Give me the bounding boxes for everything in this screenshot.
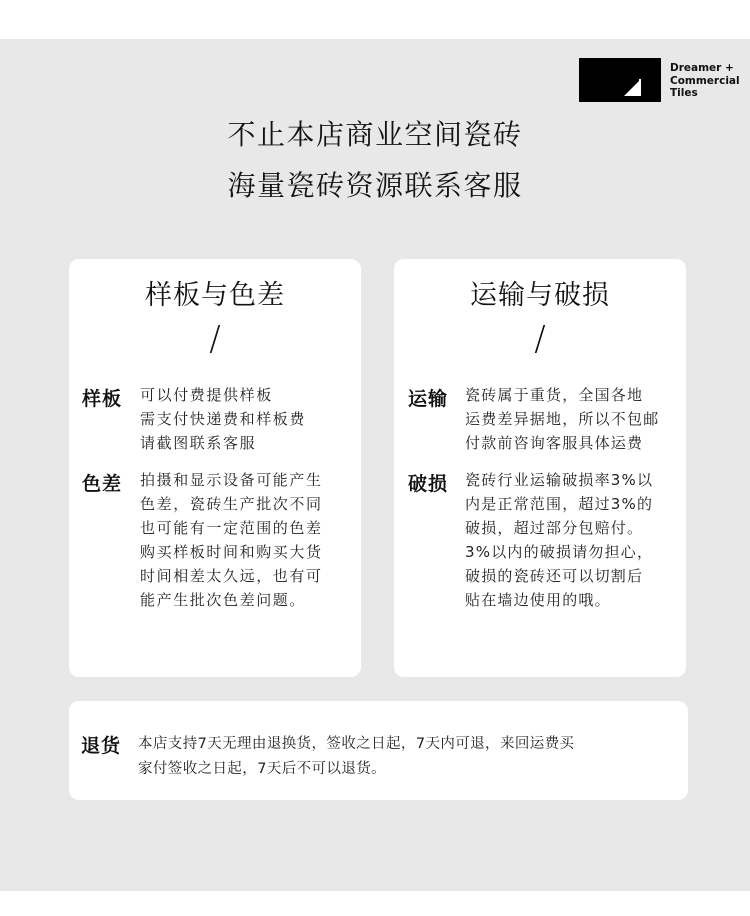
sample-text	[140, 383, 306, 455]
headline-line-1: 不止本店商业空间瓷砖	[227, 118, 523, 151]
return-line: 家付签收之日起，7天后不可以退货。	[138, 761, 387, 777]
sample-label: 样板	[82, 388, 123, 410]
return-text	[138, 732, 574, 782]
card-title: 样板与色差	[145, 280, 285, 311]
color-diff-line: 时间相差太久远，也有可	[140, 567, 323, 585]
shipping-text	[465, 383, 659, 455]
shipping-line: 付款前咨询客服具体运费	[465, 434, 644, 452]
card-divider: /	[534, 319, 546, 359]
card-title: 运输与破损	[470, 280, 610, 311]
card-divider: /	[209, 319, 221, 359]
damage-label: 破损	[408, 473, 449, 495]
damage-line: 破损的瓷砖还可以切割后	[465, 567, 644, 585]
color-diff-line: 也可能有一定范围的色差	[140, 519, 323, 537]
return-line: 本店支持7天无理由退换货，签收之日起，7天内可退，来回运费买	[138, 736, 575, 752]
damage-line: 贴在墙边使用的哦。	[465, 591, 611, 609]
brand-line-1: Dreamer +	[670, 62, 734, 74]
headline-line-2: 海量瓷砖资源联系客服	[227, 169, 523, 202]
shipping-line: 瓷砖属于重货，全国各地	[465, 386, 644, 404]
shipping-label: 运输	[408, 388, 449, 410]
brand-logo	[579, 58, 661, 102]
sample-color-card	[69, 259, 361, 677]
brand-name	[670, 62, 750, 100]
damage-line: 瓷砖行业运输破损率3%以	[465, 471, 654, 489]
return-label: 退货	[81, 735, 122, 757]
color-diff-line: 能产生批次色差问题。	[140, 591, 307, 609]
damage-line: 3%以内的破损请勿担心，	[465, 543, 654, 561]
damage-line: 内是正常范围，超过3%的	[465, 495, 654, 513]
damage-text	[465, 468, 653, 612]
shipping-line: 运费差异据地，所以不包邮	[465, 410, 660, 428]
color-diff-line: 拍摄和显示设备可能产生	[140, 471, 323, 489]
color-diff-line: 色差，瓷砖生产批次不同	[140, 495, 323, 513]
sample-line: 可以付费提供样板	[140, 386, 273, 404]
brand-line-3: Tiles	[670, 87, 698, 99]
return-policy-card	[69, 701, 688, 800]
color-diff-label: 色差	[82, 473, 123, 495]
color-diff-line: 购买样板时间和购买大货	[140, 543, 323, 561]
brand-line-2: Commercial	[670, 74, 740, 87]
shipping-damage-card	[394, 259, 686, 677]
damage-line: 破损，超过部分包赔付。	[465, 519, 644, 537]
color-diff-text	[140, 468, 323, 612]
sample-line: 需支付快递费和样板费	[140, 410, 307, 428]
logo-mark-icon	[579, 58, 661, 102]
sample-line: 请截图联系客服	[140, 434, 257, 452]
